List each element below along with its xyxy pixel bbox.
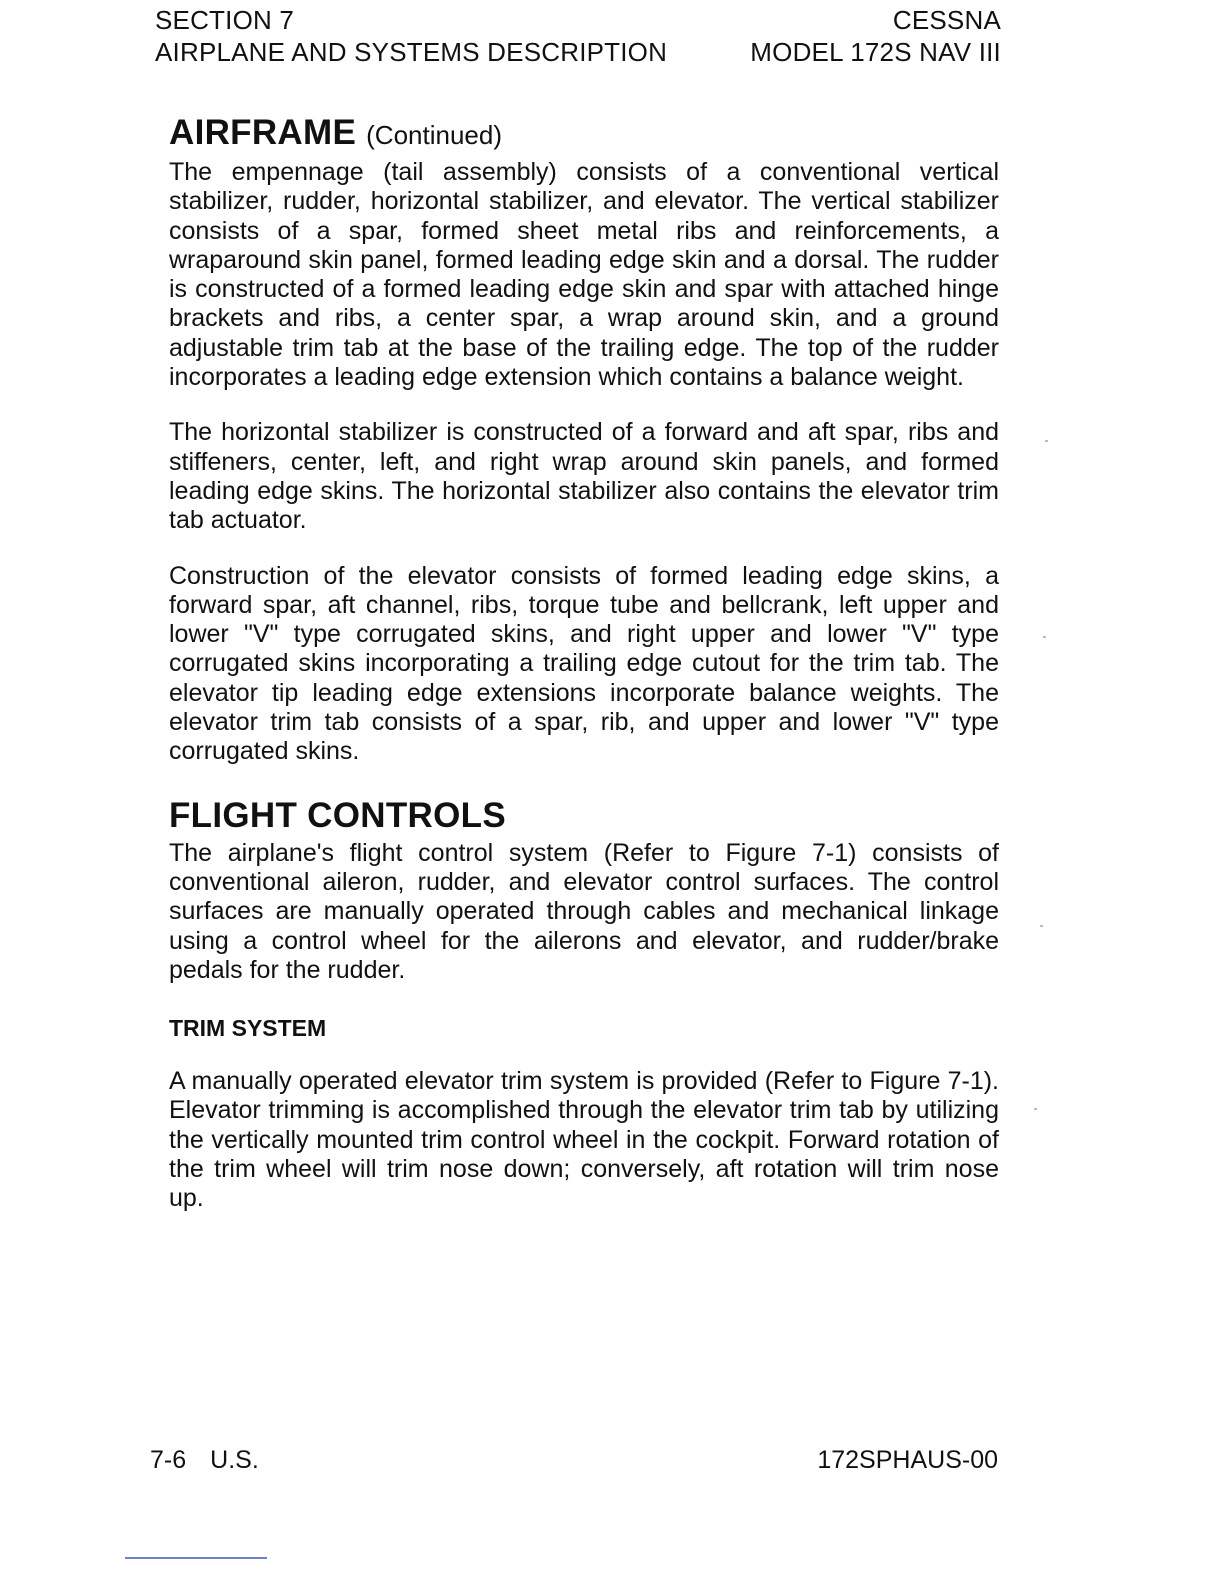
airframe-paragraph-empennage: The empennage (tail assembly) consists of a conventional vertical stabilizer, rudder, horizontal stabilizer, and elevator. The vertical stabilizer consists of a spar, formed sheet metal ribs and reinforcements, a wraparound skin panel, formed leading edge skin and a dorsal. The rudder is constructed of a formed leading edge skin and spar with attached hinge brackets and ribs, a center spar, a wrap around skin, and a ground adjustable trim tab at the base of the trailing edge. The top of the rudder incorporates a leading edge extension which contains a balance weight. bbox=[169, 158, 999, 392]
flight-controls-heading: FLIGHT CONTROLS bbox=[169, 795, 506, 835]
model-label: MODEL 172S NAV III bbox=[750, 37, 1001, 67]
flight-controls-paragraph: The airplane's flight control system (Refer to Figure 7-1) consists of conventional aileron, rudder, and elevator control surfaces. The control surfaces are manually operated through cables and mechanical linkage using a control wheel for the ailerons and elevator, and rudder/brake pedals for the rudder. bbox=[169, 838, 999, 984]
scan-speck bbox=[1040, 925, 1043, 927]
page-body bbox=[169, 110, 999, 1240]
manufacturer-label: CESSNA bbox=[892, 5, 1001, 35]
region-label: U.S. bbox=[210, 1446, 259, 1474]
section-title: AIRPLANE AND SYSTEMS DESCRIPTION bbox=[155, 37, 668, 67]
airframe-title: AIRFRAME bbox=[169, 113, 357, 152]
page-footer-left bbox=[150, 1444, 259, 1476]
page-header-right bbox=[750, 4, 1001, 68]
airframe-heading bbox=[169, 110, 999, 158]
trim-system-heading: TRIM SYSTEM bbox=[169, 1015, 327, 1042]
scan-speck bbox=[1043, 636, 1046, 638]
document-id: 172SPHAUS-00 bbox=[817, 1446, 998, 1474]
page-number: 7-6 bbox=[150, 1446, 187, 1474]
section-label: SECTION 7 bbox=[155, 5, 295, 35]
scan-edge-line bbox=[125, 1557, 267, 1559]
scan-speck bbox=[1034, 1108, 1037, 1110]
airframe-paragraph-horizontal-stabilizer: The horizontal stabilizer is constructed of a forward and aft spar, ribs and stiffeners, center, left, and right wrap around skin panels, and formed leading edge skins. The horizontal stabilizer also contains the elevator trim tab actuator. bbox=[169, 418, 999, 535]
continued-label: (Continued) bbox=[366, 120, 502, 150]
trim-system-paragraph: A manually operated elevator trim system is provided (Refer to Figure 7-1). Elevator trimming is accomplished through the elevator trim tab by utilizing the vertically mounted trim control wheel in the cockpit. Forward rotation of the trim wheel will trim nose down; conversely, aft rotation will trim nose up. bbox=[169, 1067, 999, 1213]
scan-speck bbox=[1045, 440, 1048, 442]
airframe-paragraph-elevator: Construction of the elevator consists of formed leading edge skins, a forward spar, aft channel, ribs, torque tube and bellcrank, left upper and lower "V" type corrugated skins, and right upper and lower "V" type corrugated skins incorporating a trailing edge cutout for the trim tab. The elevator tip leading edge extensions incorporate balance weights. The elevator trim tab consists of a spar, rib, and upper and lower "V" type corrugated skins. bbox=[169, 561, 999, 766]
page-header-left bbox=[155, 4, 667, 68]
